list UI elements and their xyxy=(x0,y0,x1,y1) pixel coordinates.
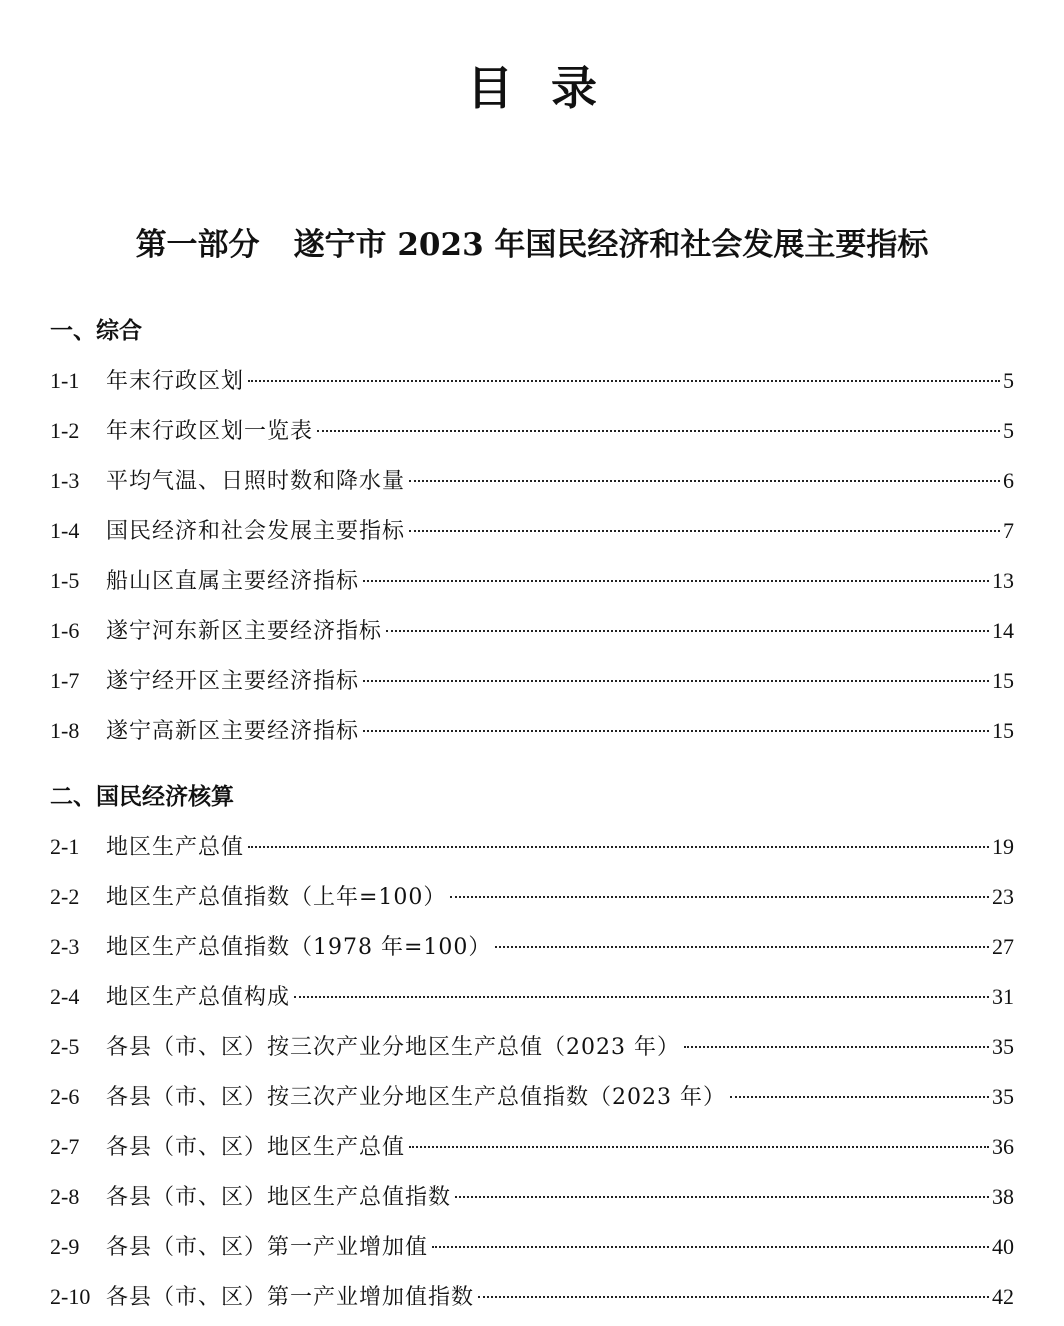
entry-label: 各县（市、区）地区生产总值 xyxy=(106,1135,406,1160)
entry-label: 地区生产总值 xyxy=(106,835,245,860)
section-heading-national-accounts: 二、国民经济核算 xyxy=(50,783,234,810)
entry-number: 2-8 xyxy=(50,1184,80,1209)
entry-label: 遂宁河东新区主要经济指标 xyxy=(106,619,383,644)
entry-page: 5 xyxy=(1003,368,1014,393)
dot-leader xyxy=(432,1246,989,1248)
entry-number: 2-7 xyxy=(50,1134,80,1159)
toc-entry[interactable] xyxy=(50,565,1014,597)
entry-number: 2-5 xyxy=(50,1034,80,1059)
toc-entry[interactable] xyxy=(50,1031,1014,1063)
entry-label: 各县（市、区）按三次产业分地区生产总值（2023 年） xyxy=(106,1035,680,1060)
entry-label: 年末行政区划一览表 xyxy=(106,419,314,444)
entry-label: 遂宁经开区主要经济指标 xyxy=(106,669,360,694)
section-heading-general: 一、综合 xyxy=(50,317,142,344)
dot-leader xyxy=(363,580,989,582)
entry-label: 平均气温、日照时数和降水量 xyxy=(106,469,406,494)
entry-label: 国民经济和社会发展主要指标 xyxy=(106,519,406,544)
entry-label: 地区生产总值指数（1978 年=100） xyxy=(106,935,492,960)
dot-leader xyxy=(363,680,989,682)
dot-leader xyxy=(409,480,1000,482)
toc-entry[interactable] xyxy=(50,615,1014,647)
toc-entry[interactable] xyxy=(50,365,1014,397)
entry-label: 年末行政区划 xyxy=(106,369,245,394)
dot-leader xyxy=(684,1046,989,1048)
entry-label: 地区生产总值构成 xyxy=(106,985,291,1010)
toc-entry[interactable] xyxy=(50,831,1014,863)
toc-entry[interactable] xyxy=(50,715,1014,747)
entry-number: 2-3 xyxy=(50,934,80,959)
toc-entry[interactable] xyxy=(50,1081,1014,1113)
entry-page: 27 xyxy=(992,934,1014,959)
part-title xyxy=(0,222,1064,268)
toc-entry[interactable] xyxy=(50,465,1014,497)
entry-number: 1-6 xyxy=(50,618,80,643)
entry-number: 1-5 xyxy=(50,568,80,593)
entry-page: 38 xyxy=(992,1184,1014,1209)
toc-entry[interactable] xyxy=(50,515,1014,547)
entry-page: 5 xyxy=(1003,418,1014,443)
dot-leader xyxy=(386,630,989,632)
entry-page: 19 xyxy=(992,834,1014,859)
entry-number: 2-1 xyxy=(50,834,80,859)
entry-number: 1-7 xyxy=(50,668,80,693)
entry-number: 1-4 xyxy=(50,518,80,543)
part-name: 遂宁市 2023 年国民经济和社会发展主要指标 xyxy=(293,227,929,263)
toc-entry[interactable] xyxy=(50,415,1014,447)
dot-leader xyxy=(478,1296,989,1298)
entry-page: 40 xyxy=(992,1234,1014,1259)
entry-page: 23 xyxy=(992,884,1014,909)
page-title: 目录 xyxy=(467,61,635,115)
entry-page: 15 xyxy=(992,668,1014,693)
dot-leader xyxy=(495,946,989,948)
toc-entry[interactable] xyxy=(50,1231,1014,1263)
entry-number: 2-10 xyxy=(50,1284,91,1309)
entry-page: 13 xyxy=(992,568,1014,593)
toc-entry[interactable] xyxy=(50,881,1014,913)
entry-label: 各县（市、区）第一产业增加值指数 xyxy=(106,1285,475,1310)
entry-number: 1-1 xyxy=(50,368,80,393)
entry-page: 36 xyxy=(992,1134,1014,1159)
entry-page: 15 xyxy=(992,718,1014,743)
entry-label: 遂宁高新区主要经济指标 xyxy=(106,719,360,744)
dot-leader xyxy=(294,996,989,998)
dot-leader xyxy=(248,380,1000,382)
entry-page: 35 xyxy=(992,1034,1014,1059)
part-label: 第一部分 xyxy=(135,227,260,263)
dot-leader xyxy=(450,896,989,898)
entry-number: 1-3 xyxy=(50,468,80,493)
toc-entry[interactable] xyxy=(50,1281,1014,1313)
entry-number: 2-2 xyxy=(50,884,80,909)
entry-label: 各县（市、区）按三次产业分地区生产总值指数（2023 年） xyxy=(106,1085,726,1110)
entry-number: 1-2 xyxy=(50,418,80,443)
dot-leader xyxy=(248,846,989,848)
entry-number: 2-6 xyxy=(50,1084,80,1109)
entry-number: 2-9 xyxy=(50,1234,80,1259)
dot-leader xyxy=(317,430,1000,432)
entry-number: 2-4 xyxy=(50,984,80,1009)
entry-label: 各县（市、区）地区生产总值指数 xyxy=(106,1185,452,1210)
entry-page: 42 xyxy=(992,1284,1014,1309)
toc-entry[interactable] xyxy=(50,1131,1014,1163)
entry-page: 7 xyxy=(1003,518,1014,543)
toc-entry[interactable] xyxy=(50,931,1014,963)
toc-entry[interactable] xyxy=(50,665,1014,697)
entry-page: 31 xyxy=(992,984,1014,1009)
entry-page: 14 xyxy=(992,618,1014,643)
entry-page: 35 xyxy=(992,1084,1014,1109)
entry-page: 6 xyxy=(1003,468,1014,493)
entry-label: 地区生产总值指数（上年=100） xyxy=(106,885,447,910)
entry-label: 船山区直属主要经济指标 xyxy=(106,569,360,594)
dot-leader xyxy=(363,730,989,732)
dot-leader xyxy=(409,1146,989,1148)
toc-entry[interactable] xyxy=(50,981,1014,1013)
toc-entry[interactable] xyxy=(50,1181,1014,1213)
entry-number: 1-8 xyxy=(50,718,80,743)
entry-label: 各县（市、区）第一产业增加值 xyxy=(106,1235,429,1260)
dot-leader xyxy=(455,1196,989,1198)
dot-leader xyxy=(409,530,1000,532)
dot-leader xyxy=(730,1096,989,1098)
